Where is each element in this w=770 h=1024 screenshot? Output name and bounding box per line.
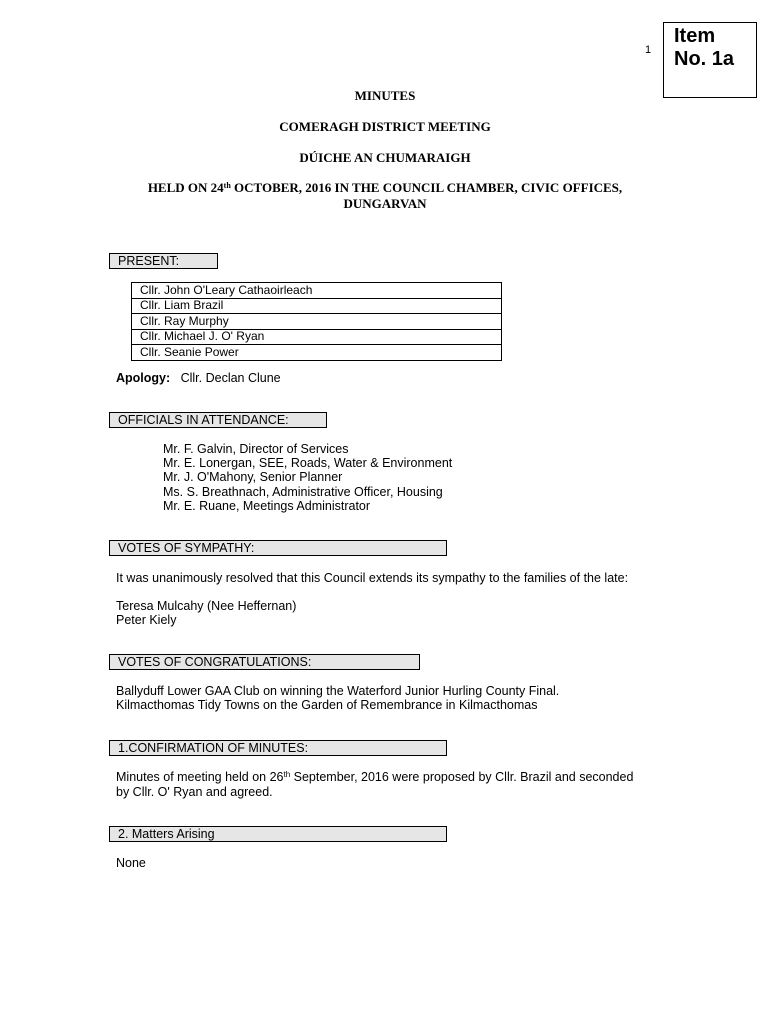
matters-arising-heading: 2. Matters Arising bbox=[109, 826, 447, 842]
present-members-table bbox=[131, 282, 502, 361]
present-member: Cllr. John O'Leary Cathaoirleach bbox=[132, 283, 502, 299]
present-member: Cllr. Seanie Power bbox=[132, 345, 502, 361]
present-member: Cllr. Liam Brazil bbox=[132, 298, 502, 314]
table-row bbox=[132, 314, 502, 330]
sympathy-name: Peter Kiely bbox=[116, 613, 177, 627]
sympathy-name: Teresa Mulcahy (Nee Heffernan) bbox=[116, 599, 297, 613]
matters-arising-text: None bbox=[116, 856, 146, 870]
held-location-line2: DUNGARVAN bbox=[343, 196, 427, 211]
meeting-name: COMERAGH DISTRICT MEETING bbox=[279, 119, 491, 134]
table-row bbox=[132, 345, 502, 361]
congratulation-line: Kilmacthomas Tidy Towns on the Garden of Remembrance in Kilmacthomas bbox=[116, 698, 538, 712]
confirmation-suffix: th bbox=[283, 770, 291, 779]
meeting-irish-name: DÚICHE AN CHUMARAIGH bbox=[299, 150, 471, 165]
table-row bbox=[132, 329, 502, 345]
apology-value: Cllr. Declan Clune bbox=[180, 371, 281, 385]
item-label-line2: No. 1a bbox=[674, 48, 735, 70]
official-entry: Mr. F. Galvin, Director of Services bbox=[163, 442, 349, 456]
confirmation-rest: September, 2016 were proposed by Cllr. Brazil and seconded bbox=[290, 770, 634, 784]
official-entry: Mr. E. Lonergan, SEE, Roads, Water & Environment bbox=[163, 456, 453, 471]
document-title: MINUTES bbox=[354, 88, 416, 103]
meeting-held-details bbox=[110, 180, 660, 212]
table-row bbox=[132, 298, 502, 314]
confirmation-text bbox=[116, 770, 633, 784]
present-member: Cllr. Michael J. O' Ryan bbox=[132, 329, 502, 345]
held-rest: OCTOBER, 2016 IN THE COUNCIL CHAMBER, CIVIC OFFICES, bbox=[230, 180, 623, 195]
congratulation-line: Ballyduff Lower GAA Club on winning the Waterford Junior Hurling County Final. bbox=[116, 684, 560, 698]
page-number: 1 bbox=[645, 44, 652, 56]
officials-list bbox=[163, 442, 452, 513]
official-entry: Ms. S. Breathnach, Administrative Officer, Housing bbox=[163, 484, 443, 499]
item-number-box bbox=[663, 22, 757, 98]
confirmation-heading: 1.CONFIRMATION OF MINUTES: bbox=[109, 740, 447, 756]
present-member: Cllr. Ray Murphy bbox=[132, 314, 502, 330]
sympathy-intro: It was unanimously resolved that this Council extends its sympathy to the families of the late: bbox=[116, 571, 629, 585]
held-prefix: HELD ON 24 bbox=[147, 180, 224, 195]
sympathy-heading: VOTES OF SYMPATHY: bbox=[109, 540, 447, 556]
apology-line bbox=[116, 371, 281, 385]
confirmation-prefix: Minutes of meeting held on 26 bbox=[116, 770, 284, 784]
table-row bbox=[132, 283, 502, 299]
official-entry: Mr. E. Ruane, Meetings Administrator bbox=[163, 498, 371, 513]
held-suffix: th bbox=[223, 181, 231, 190]
apology-label: Apology: bbox=[116, 371, 171, 385]
present-heading: PRESENT: bbox=[109, 253, 218, 269]
congratulations-heading: VOTES OF CONGRATULATIONS: bbox=[109, 654, 420, 670]
official-entry: Mr. J. O'Mahony, Senior Planner bbox=[163, 470, 343, 485]
confirmation-line2: by Cllr. O' Ryan and agreed. bbox=[116, 785, 273, 799]
item-label-line1: Item bbox=[674, 25, 716, 47]
officials-heading: OFFICIALS IN ATTENDANCE: bbox=[109, 412, 327, 428]
